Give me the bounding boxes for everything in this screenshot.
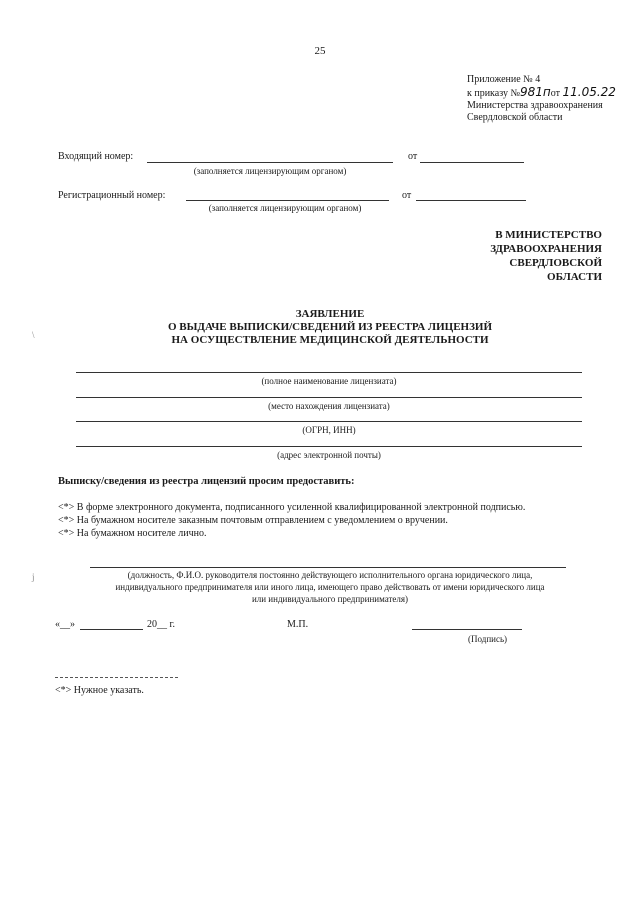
appendix-line1: Приложение № 4: [467, 74, 541, 85]
signature-hint: (Подпись): [468, 634, 508, 644]
incoming-from-label: от: [408, 151, 418, 162]
request-option-personal[interactable]: <*> На бумажном носителе лично.: [58, 528, 207, 539]
footnote: <*> Нужное указать.: [55, 685, 144, 696]
signature-field[interactable]: [412, 629, 522, 630]
ogrn-inn-hint: (ОГРН, ИНН): [302, 425, 356, 435]
registration-date-field[interactable]: [416, 200, 526, 201]
request-heading: Выписку/сведения из реестра лицензий просим предоставить:: [58, 476, 355, 487]
licensee-location-hint: (место нахождения лицензиата): [268, 401, 390, 411]
stamp-label: М.П.: [287, 619, 309, 630]
incoming-number-label: Входящий номер:: [58, 151, 134, 162]
signer-hint-line1: (должность, Ф.И.О. руководителя постоянно действующего исполнительного органа юридического лица,: [127, 570, 533, 580]
incoming-number-field[interactable]: [147, 162, 393, 163]
appendix-block: [467, 74, 616, 124]
signer-hint: [60, 569, 600, 605]
title-line3: НА ОСУЩЕСТВЛЕНИЕ МЕДИЦИНСКОЙ ДЕЯТЕЛЬНОСТИ: [171, 334, 489, 346]
footnote-divider: [55, 677, 178, 678]
signer-field[interactable]: [90, 567, 566, 568]
appendix-order-number: 981п: [520, 85, 551, 99]
title-line1: ЗАЯВЛЕНИЕ: [295, 308, 365, 320]
appendix-order-from: от: [550, 88, 560, 99]
date-month-field[interactable]: [80, 629, 143, 630]
licensee-name-hint: (полное наименование лицензиата): [261, 376, 397, 386]
registration-from-label: от: [402, 190, 412, 201]
registration-number-hint: (заполняется лицензирующим органом): [208, 203, 362, 213]
incoming-number-hint: (заполняется лицензирующим органом): [193, 166, 347, 176]
email-hint: (адрес электронной почты): [277, 450, 381, 460]
licensee-name-field[interactable]: [76, 372, 582, 373]
registration-number-field[interactable]: [186, 200, 389, 201]
title-line2: О ВЫДАЧЕ ВЫПИСКИ/СВЕДЕНИЙ ИЗ РЕЕСТРА ЛИЦЕНЗИЙ: [167, 321, 493, 333]
request-option-electronic[interactable]: <*> В форме электронного документа, подписанного усиленной квалифицированной электронной подписью.: [58, 502, 526, 513]
email-field[interactable]: [76, 446, 582, 447]
scan-mark-left-top: \: [32, 330, 35, 340]
appendix-line2: [467, 86, 616, 100]
registration-number-label: Регистрационный номер:: [58, 190, 166, 201]
ogrn-inn-field[interactable]: [76, 421, 582, 422]
appendix-line3: Министерства здравоохранения: [467, 100, 603, 111]
addressee-line1: В МИНИСТЕРСТВО: [495, 229, 602, 241]
signer-hint-line2: индивидуального предпринимателя или иного лица, имеющего право действовать от имени юридического лица: [115, 582, 545, 592]
date-day[interactable]: «__»: [55, 619, 75, 630]
addressee-block: [490, 228, 602, 284]
page-number: 25: [314, 45, 326, 57]
appendix-line4: Свердловской области: [467, 112, 563, 123]
addressee-line4: ОБЛАСТИ: [547, 271, 602, 283]
appendix-order-prefix: к приказу №: [467, 88, 520, 99]
addressee-line3: СВЕРДЛОВСКОЙ: [509, 257, 602, 269]
licensee-location-field[interactable]: [76, 397, 582, 398]
document-title: [100, 308, 560, 347]
appendix-order-date: 11.05.22: [562, 85, 616, 99]
date-year[interactable]: 20__ г.: [147, 619, 175, 630]
incoming-date-field[interactable]: [420, 162, 524, 163]
request-option-mail[interactable]: <*> На бумажном носителе заказным почтовым отправлением с уведомлением о вручении.: [58, 515, 448, 526]
signer-hint-line3: или индивидуального предпринимателя): [251, 594, 409, 604]
addressee-line2: ЗДРАВООХРАНЕНИЯ: [490, 243, 602, 255]
scan-mark-left-bottom: j: [32, 572, 35, 582]
